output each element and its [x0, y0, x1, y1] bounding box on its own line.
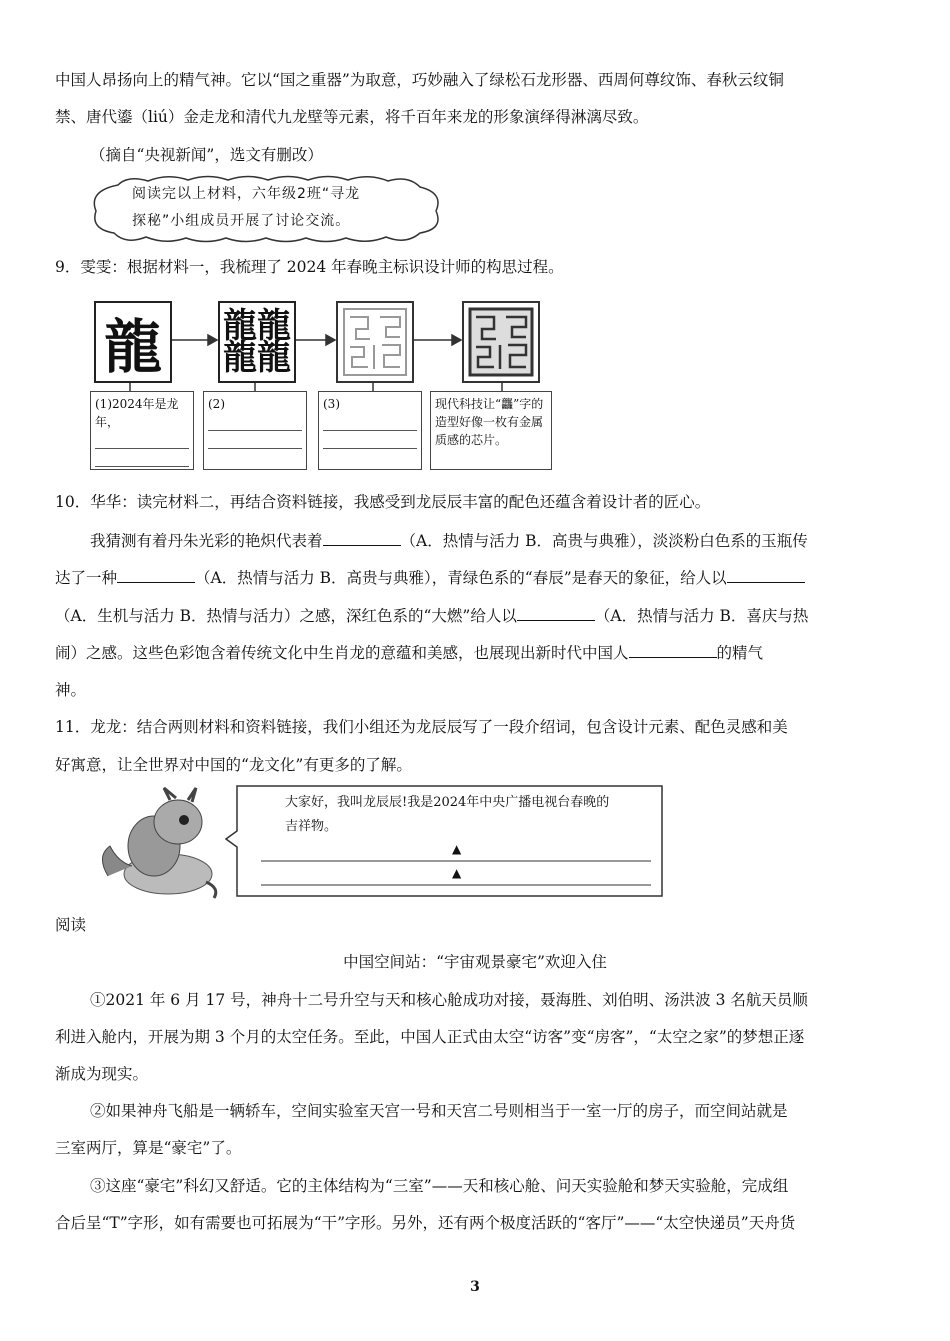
answer-blank-2[interactable]	[117, 566, 195, 583]
answer-line[interactable]	[323, 413, 417, 431]
speech-line-2: 吉祥物。	[285, 819, 338, 834]
note-3-text: (3)	[323, 397, 340, 411]
q11-line-1: 11．龙龙：结合两则材料和资料链接，我们小组还为龙辰辰写了一段介绍词，包含设计元素、配色灵感和美	[55, 718, 788, 736]
q10-p3-b: （A．热情与活力 B．喜庆与热	[594, 607, 809, 625]
q10-para-line-4	[55, 641, 763, 664]
article-title: 中国空间站：“宇宙观景豪宅”欢迎入住	[343, 953, 607, 971]
note-1-text: (1)2024年是龙年，	[95, 397, 179, 429]
note-4-text: 现代科技让“龘”字的造型好像一枚有金属质感的芯片。	[435, 397, 544, 447]
answer-blank-5[interactable]	[629, 641, 717, 658]
cloud-text	[132, 181, 412, 235]
q10-p2-b: （A．热情与活力 B．高贵与典雅），青绿色系的“春辰”是春天的象征，给人以	[195, 569, 727, 587]
q10-para-line-3	[55, 604, 808, 627]
answer-blank-1[interactable]	[323, 529, 401, 546]
answer-line[interactable]	[208, 413, 302, 431]
four-dragon-tile	[218, 301, 296, 383]
q10-para-line-1	[90, 529, 808, 552]
q10-p1-a: 我猜测有着丹朱光彩的艳炽代表着	[90, 532, 323, 550]
four-dragon-top: 龍龍	[223, 306, 291, 346]
four-dragon-bottom: 龍龍	[223, 338, 291, 378]
q10-p1-b: （A．热情与活力 B．高贵与典雅），淡淡粉白色系的玉瓶传	[400, 532, 808, 550]
para-1-line-3: 渐成为现实。	[55, 1065, 149, 1083]
q10-text: 10．华华：读完材料二，再结合资料链接，我感受到龙辰辰丰富的配色还蕴含着设计者的匠心。	[55, 493, 711, 511]
q10-p4-b: 的精气	[716, 644, 764, 662]
para-3-line-1: ③这座“豪宅”科幻又舒适。它的主体结构为“三室”——天和核心舱、问天实验舱和梦天实验舱，完成组	[90, 1177, 789, 1195]
cloud-line-2: 探秘”小组成员开展了讨论交流。	[132, 213, 351, 229]
para-3-line-2: 合后呈“T”字形，如有需要也可拓展为“干”字形。另外，还有两个极度活跃的“客厅”——“太空快递员”天舟货	[55, 1214, 796, 1232]
dragon-char: 龍	[103, 313, 162, 381]
q10-para-line-5: 神。	[55, 681, 87, 699]
para-2-line-1: ②如果神舟飞船是一辆轿车，空间实验室天宫一号和天宫二号则相当于一室一厅的房子，而空间站就是	[90, 1102, 788, 1120]
q10-p2-a: 达了一种	[55, 569, 118, 587]
para-1-line-1: ①2021 年 6 月 17 号，神舟十二号升空与天和核心舱成功对接，聂海胜、刘伯明、汤洪波 3 名航天员顺	[90, 991, 808, 1009]
speech-text	[285, 791, 655, 839]
dragon-char-tile	[94, 301, 172, 383]
source-note: （摘自“央视新闻”，选文有删改）	[90, 146, 323, 164]
answer-blank-4[interactable]	[517, 604, 595, 621]
note-2-text: (2)	[208, 397, 225, 411]
answer-line[interactable]	[95, 431, 189, 449]
note-box-3	[318, 391, 422, 470]
page-number: 3	[470, 1279, 480, 1295]
q10-p3-a: （A．生机与活力 B．热情与活力）之感，深红色系的“大燃”给人以	[55, 607, 517, 625]
para-2-line-2: 三室两厅，算是“豪宅”了。	[55, 1139, 242, 1157]
note-box-2	[203, 391, 307, 470]
q11-line-2: 好寓意，让全世界对中国的“龙文化”有更多的了解。	[55, 756, 412, 774]
q10-p4-a: 闹）之感。这些色彩饱含着传统文化中生肖龙的意蕴和美感，也展现出新时代中国人	[55, 644, 629, 662]
note-box-4	[430, 391, 552, 470]
answer-line[interactable]	[208, 431, 302, 449]
answer-blank-3[interactable]	[727, 566, 805, 583]
triangle-marker-2: ▲	[452, 866, 462, 880]
para-1-line-2: 利进入舱内，开展为期 3 个月的太空任务。至此，中国人正式由太空“访客”变“房客”，“太空之家”的梦想正逐	[55, 1028, 805, 1046]
seal-pattern-light-icon	[336, 301, 414, 383]
reading-label: 阅读	[55, 916, 87, 934]
answer-line[interactable]	[95, 449, 189, 467]
note-box-1	[90, 391, 194, 470]
triangle-marker-1: ▲	[452, 842, 462, 856]
q9-text: 9．雯雯：根据材料一，我梳理了 2024 年春晚主标识设计师的构思过程。	[55, 258, 564, 276]
answer-line[interactable]	[323, 431, 417, 449]
cloud-line-1: 阅读完以上材料，六年级2班“寻龙	[132, 186, 361, 202]
dragon-mascot-image	[88, 786, 228, 906]
speech-line-1: 大家好，我叫龙辰辰!我是2024年中央广播电视台春晚的	[285, 795, 610, 810]
logo-process-diagram	[90, 295, 560, 475]
q10-para-line-2	[55, 566, 805, 589]
intro-line-1: 中国人昂扬向上的精气神。它以“国之重器”为取意，巧妙融入了绿松石龙形器、西周何尊纹饰、春秋云纹铜	[55, 71, 784, 89]
intro-line-2: 禁、唐代鎏（liú）金走龙和清代九龙壁等元素，将千百年来龙的形象演绎得淋漓尽致。	[55, 108, 649, 126]
seal-pattern-dark-icon	[462, 301, 540, 383]
